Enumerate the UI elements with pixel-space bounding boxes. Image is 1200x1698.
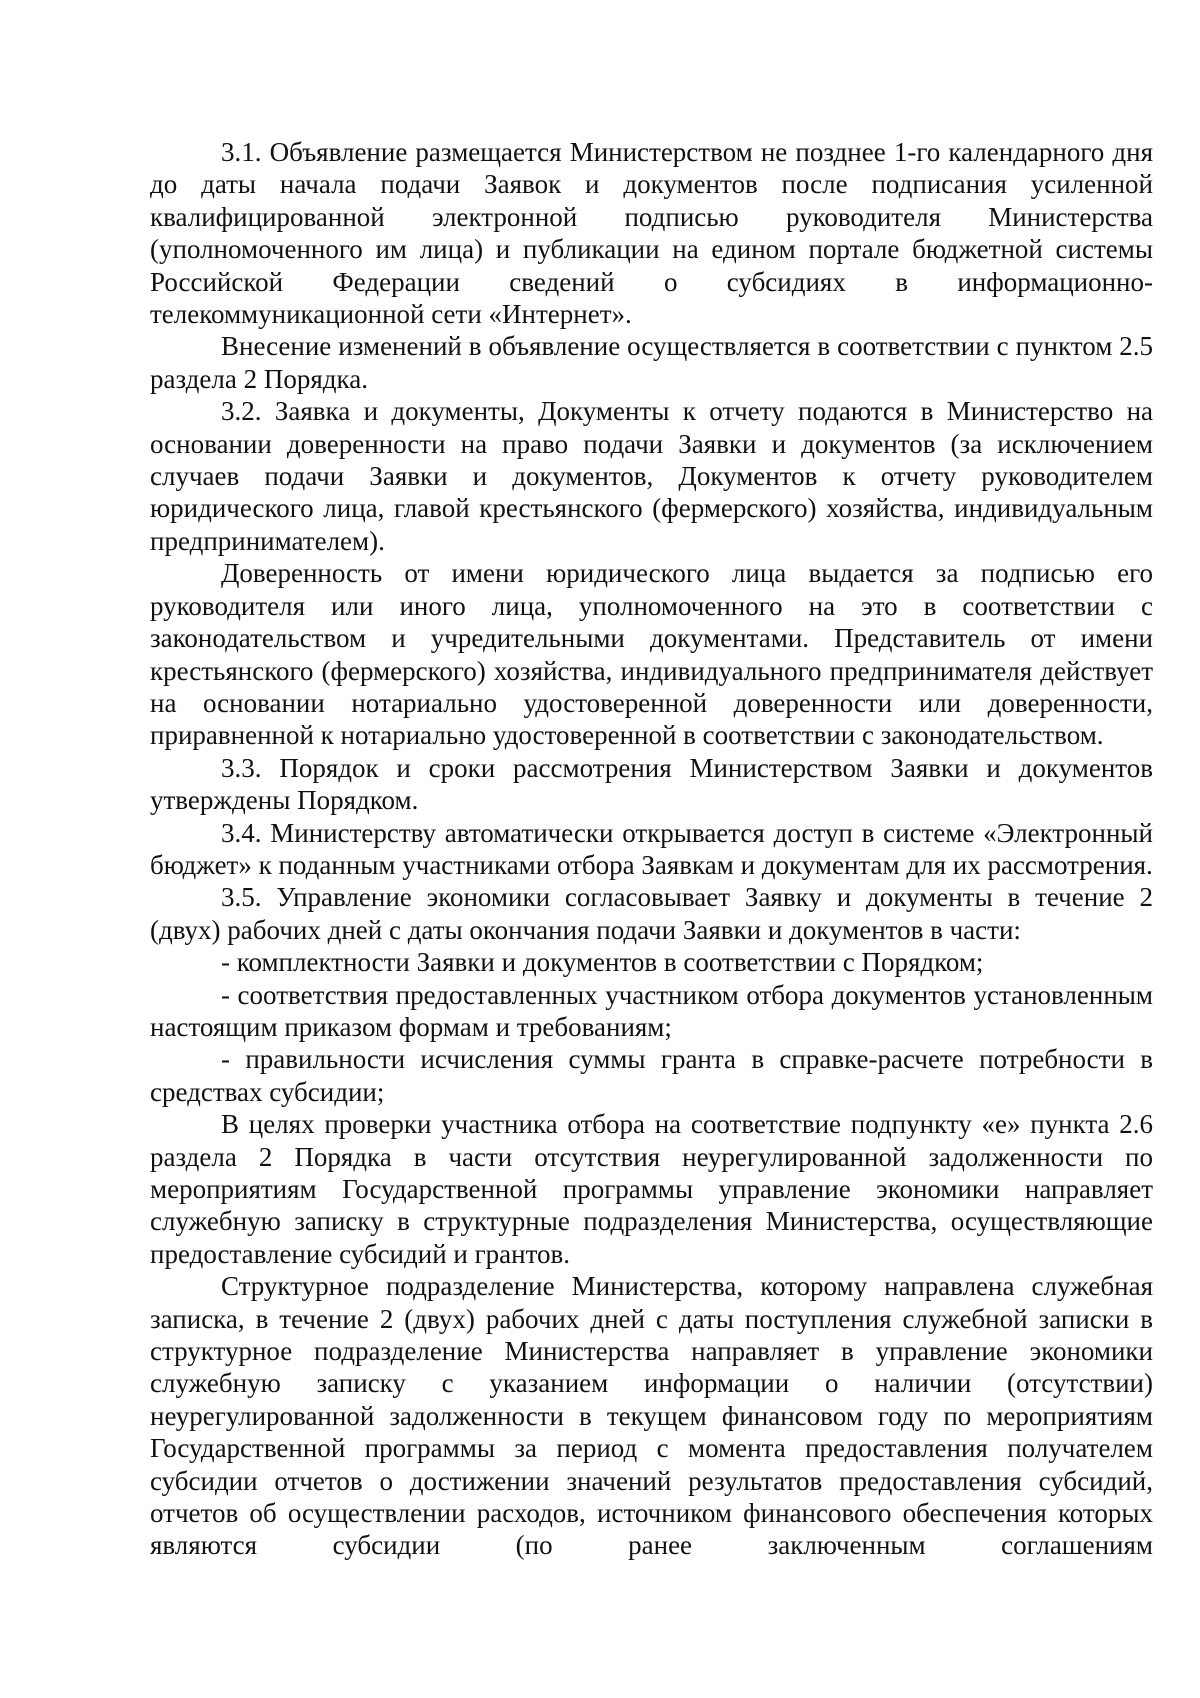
paragraph-3-2: 3.2. Заявка и документы, Документы к отчету подаются в Министерство на основании доверенности на право подачи Заявки и документов (за исключением случаев подачи Заявки и документов, Документов к отчету руководителем юридического лица, главой крестьянского (фермерского) хозяйства, индивидуальным предпринимателем). (150, 396, 1153, 556)
paragraph-3-3: 3.3. Порядок и сроки рассмотрения Министерством Заявки и документов утверждены Порядком. (150, 752, 1153, 816)
list-item-completeness: - комплектности Заявки и документов в соответствии с Порядком; (221, 947, 984, 978)
document-body (150, 136, 1153, 1562)
paragraph-3-5: 3.5. Управление экономики согласовывает Заявку и документы в течение 2 (двух) рабочих дней с даты окончания подачи Заявки и документов в части: (150, 882, 1153, 945)
paragraph-3-4: 3.4. Министерству автоматически открывается доступ в системе «Электронный бюджет» к поданным участниками отбора Заявкам и документам для их рассмотрения. (150, 817, 1153, 880)
paragraph-structural-unit: Структурное подразделение Министерства, которому направлена служебная записка, в течение 2 (двух) рабочих дней с даты поступления служебной записки в структурное подразделение Министерства направляет в управление экономики служебную записку с указанием информации о наличии (отсутствии) неурегулированной задолженности в текущем финансовом году по мероприятиям Государственной программы за период с момента предоставления получателем субсидии отчетов о достижении значений результатов предоставления субсидий, отчетов об осуществлении расходов, источником финансового обеспечения которых являются субсидии (по ранее заключенным соглашениям (150, 1271, 1153, 1561)
list-item-calculation: - правильности исчисления суммы гранта в справке-расчете потребности в средствах субсидии; (150, 1044, 1153, 1107)
paragraph-debt-check: В целях проверки участника отбора на соответствие подпункту «е» пункта 2.6 раздела 2 Порядка в части отсутствия неурегулированной задолженности по мероприятиям Государственной программы управление экономики направляет служебную записку в структурные подразделения Министерства, осуществляющие предоставление субсидий и грантов. (150, 1109, 1153, 1269)
paragraph-power-of-attorney: Доверенность от имени юридического лица выдается за подписью его руководителя или иного лица, уполномоченного на это в соответствии с законодательством и учредительными документами. Представитель от имени крестьянского (фермерского) хозяйства, индивидуального предпринимателя действует на основании нотариально удостоверенной доверенности или доверенности, приравненной к нотариально удостоверенной в соответствии с законодательством. (150, 558, 1153, 751)
paragraph-3-1: 3.1. Объявление размещается Министерством не позднее 1-го календарного дня до даты начала подачи Заявок и документов после подписания усиленной квалифицированной электронной подписью руководителя Министерства (уполномоченного им лица) и публикации на едином портале бюджетной системы Российской Федерации сведений о субсидиях в информационно-телекоммуникационной сети «Интернет». (150, 137, 1153, 330)
list-item-compliance: - соответствия предоставленных участником отбора документов установленным настоящим приказом формам и требованиям; (150, 979, 1153, 1042)
paragraph-amendments: Внесение изменений в объявление осуществляется в соответствии с пунктом 2.5 раздела 2 Порядка. (150, 331, 1153, 394)
